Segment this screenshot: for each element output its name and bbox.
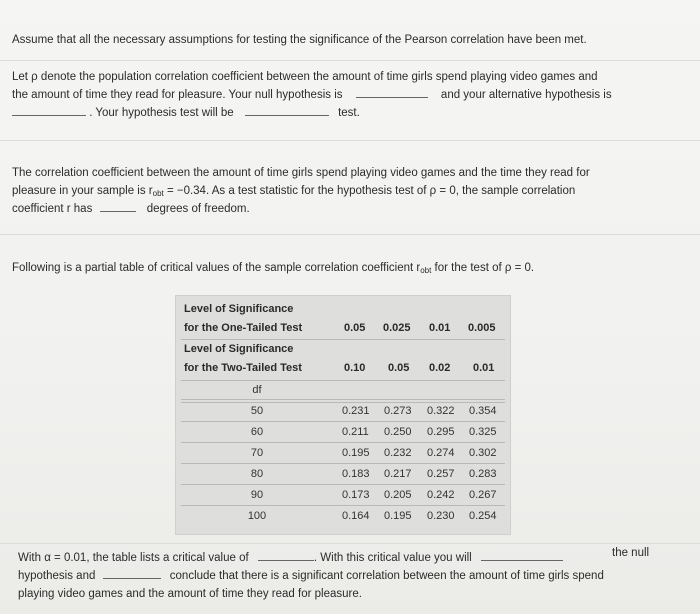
- correlation-line-2-text: pleasure in your sample is r: [12, 185, 153, 197]
- df-cell: 60: [250, 426, 264, 438]
- test-type-blank[interactable]: [245, 104, 329, 116]
- table-rule: [181, 339, 505, 340]
- hypothesis-line-3-text: . Your hypothesis test will be: [89, 107, 234, 119]
- one-tailed-level: 0.005: [468, 322, 496, 334]
- conclusion-line-3: playing video games and the amount of time they read for pleasure.: [18, 588, 362, 600]
- critical-value-cell: 0.211: [342, 426, 369, 438]
- critical-value-cell: 0.267: [469, 489, 497, 501]
- alternative-hypothesis-blank[interactable]: [12, 104, 86, 116]
- divider: [0, 60, 700, 61]
- two-tailed-level: 0.05: [388, 362, 410, 374]
- critical-values-table: [175, 295, 511, 535]
- critical-value-cell: 0.242: [427, 489, 455, 501]
- critical-value-cell: 0.295: [427, 426, 455, 438]
- divider: [0, 140, 700, 141]
- critical-value-blank[interactable]: [258, 549, 314, 561]
- divider: [0, 234, 700, 235]
- conclusion-blank[interactable]: [103, 567, 161, 579]
- table-rule: [181, 463, 505, 464]
- conclusion-line-1-text: With α = 0.01, the table lists a critical value of: [18, 552, 249, 564]
- critical-value-cell: 0.173: [342, 489, 370, 501]
- one-tailed-level: 0.01: [429, 322, 451, 334]
- critical-value-cell: 0.232: [384, 447, 412, 459]
- critical-value-cell: 0.183: [342, 468, 370, 480]
- one-tailed-label-1: Level of Significance: [184, 303, 294, 315]
- two-tailed-level: 0.10: [344, 362, 366, 374]
- two-tailed-label-2: for the Two-Tailed Test: [184, 362, 302, 374]
- one-tailed-level: 0.025: [383, 322, 411, 334]
- conclusion-line-2-text: hypothesis and: [18, 570, 96, 582]
- df-cell: 100: [247, 510, 267, 522]
- two-tailed-label-1: Level of Significance: [184, 343, 294, 355]
- reject-decision-blank[interactable]: [481, 549, 563, 561]
- critical-value-cell: 0.195: [384, 510, 412, 522]
- conclusion-line-1-tail: the null: [612, 547, 650, 559]
- table-rule: [181, 442, 505, 443]
- hypothesis-line-1: Let ρ denote the population correlation coefficient between the amount of time girls spend playing video games and: [12, 71, 598, 83]
- critical-value-cell: 0.254: [469, 510, 497, 522]
- table-intro-tail: for the test of ρ = 0.: [431, 262, 535, 274]
- divider: [0, 543, 700, 544]
- conclusion-line-1: [18, 549, 563, 567]
- intro-text: Assume that all the necessary assumptions for testing the significance of the Pearson correlation have been met.: [12, 34, 587, 46]
- hypothesis-line-3: [12, 104, 360, 122]
- table-intro: [12, 259, 534, 280]
- correlation-line-1: The correlation coefficient between the amount of time girls spend playing video games and the time they read for: [12, 167, 590, 179]
- critical-value-cell: 0.250: [384, 426, 412, 438]
- critical-value-cell: 0.274: [427, 447, 455, 459]
- null-hypothesis-blank[interactable]: [356, 86, 428, 98]
- df-cell: 50: [250, 405, 264, 417]
- conclusion-line-2-tail: conclude that there is a significant correlation between the amount of time girls spend: [169, 570, 604, 582]
- df-cell: 80: [250, 468, 264, 480]
- critical-value-cell: 0.257: [427, 468, 455, 480]
- df-header: df: [252, 384, 262, 396]
- critical-value-cell: 0.217: [384, 468, 412, 480]
- df-cell: 90: [250, 489, 264, 501]
- critical-value-cell: 0.164: [342, 510, 370, 522]
- two-tailed-level: 0.01: [473, 362, 495, 374]
- hypothesis-line-2-text: the amount of time they read for pleasure. Your null hypothesis is: [12, 89, 343, 101]
- table-rule: [181, 399, 505, 400]
- df-cell: 70: [250, 447, 264, 459]
- correlation-line-3-text: coefficient r has: [12, 203, 93, 215]
- two-tailed-level: 0.02: [429, 362, 451, 374]
- correlation-line-2-tail: = −0.34. As a test statistic for the hypothesis test of ρ = 0, the sample correlation: [163, 185, 576, 197]
- critical-value-cell: 0.273: [384, 405, 412, 417]
- critical-value-cell: 0.205: [384, 489, 412, 501]
- critical-value-cell: 0.230: [427, 510, 455, 522]
- critical-value-cell: 0.354: [469, 405, 497, 417]
- conclusion-line-2: [18, 567, 604, 585]
- hypothesis-line-2-tail: and your alternative hypothesis is: [440, 89, 612, 101]
- obt-subscript: obt: [152, 189, 164, 198]
- critical-value-cell: 0.195: [342, 447, 370, 459]
- one-tailed-label-2: for the One-Tailed Test: [184, 322, 303, 334]
- table-rule: [181, 505, 505, 506]
- degrees-of-freedom-blank[interactable]: [100, 200, 136, 212]
- critical-value-cell: 0.283: [469, 468, 497, 480]
- correlation-line-3-tail: degrees of freedom.: [146, 203, 250, 215]
- critical-value-cell: 0.302: [469, 447, 497, 459]
- table-rule: [181, 484, 505, 485]
- one-tailed-level: 0.05: [344, 322, 366, 334]
- correlation-line-3: [12, 200, 250, 218]
- critical-value-cell: 0.231: [342, 405, 370, 417]
- critical-value-cell: 0.322: [427, 405, 455, 417]
- table-rule: [181, 380, 505, 381]
- table-rule: [181, 402, 505, 403]
- critical-value-cell: 0.325: [469, 426, 497, 438]
- conclusion-line-1-mid: . With this critical value you will: [313, 552, 472, 564]
- hypothesis-line-2: [12, 86, 612, 104]
- hypothesis-line-3-tail: test.: [338, 107, 360, 119]
- table-rule: [181, 421, 505, 422]
- table-intro-text: Following is a partial table of critical values of the sample correlation coefficient r: [12, 262, 421, 274]
- obt-subscript: obt: [420, 266, 432, 275]
